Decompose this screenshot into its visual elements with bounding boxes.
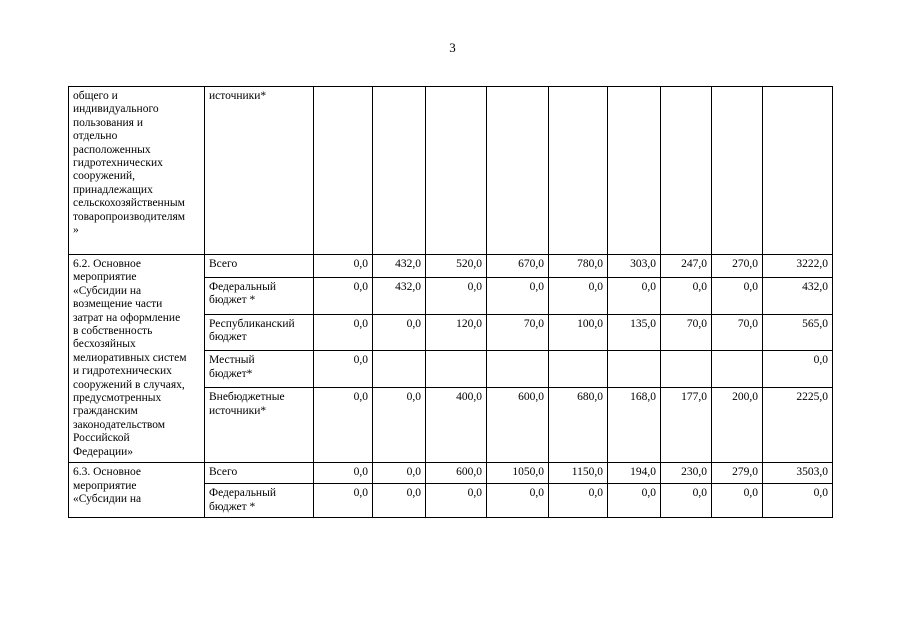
value-cell: 0,0 <box>549 484 608 518</box>
value-cell: 70,0 <box>661 314 712 351</box>
value-cell: 0,0 <box>314 314 373 351</box>
value-cell: 1150,0 <box>549 463 608 484</box>
total-cell: 3222,0 <box>763 255 833 278</box>
value-cell: 0,0 <box>608 277 661 314</box>
total-cell: 3503,0 <box>763 463 833 484</box>
value-cell: 0,0 <box>426 484 487 518</box>
total-cell <box>763 87 833 255</box>
value-cell: 0,0 <box>314 255 373 278</box>
value-cell <box>487 351 549 388</box>
table-row <box>69 463 833 484</box>
value-cell: 0,0 <box>314 277 373 314</box>
value-cell <box>373 351 426 388</box>
value-cell <box>608 87 661 255</box>
value-cell <box>661 87 712 255</box>
value-cell: 400,0 <box>426 388 487 463</box>
funding-source-cell: Федеральный бюджет * <box>205 484 314 518</box>
value-cell: 70,0 <box>487 314 549 351</box>
activity-name-cell: 6.3. Основное мероприятие «Субсидии на <box>69 463 205 518</box>
funding-source-cell: Внебюджетные источники* <box>205 388 314 463</box>
value-cell: 120,0 <box>426 314 487 351</box>
value-cell: 600,0 <box>426 463 487 484</box>
value-cell: 177,0 <box>661 388 712 463</box>
value-cell <box>426 351 487 388</box>
value-cell: 100,0 <box>549 314 608 351</box>
value-cell: 0,0 <box>661 484 712 518</box>
table-row <box>69 87 833 255</box>
total-cell: 565,0 <box>763 314 833 351</box>
value-cell: 0,0 <box>314 388 373 463</box>
value-cell <box>426 87 487 255</box>
value-cell: 0,0 <box>712 484 763 518</box>
funding-source-cell: источники* <box>205 87 314 255</box>
activity-name-cell: 6.2. Основное мероприятие «Субсидии на возмещение части затрат на оформление в собственность бесхозяйных мелиоративных систем и гидротехнических сооружений в случаях, предусмотренных гражданским законодательством Российской Федерации» <box>69 255 205 463</box>
value-cell: 0,0 <box>426 277 487 314</box>
total-cell: 2225,0 <box>763 388 833 463</box>
value-cell: 0,0 <box>487 277 549 314</box>
value-cell: 70,0 <box>712 314 763 351</box>
value-cell: 780,0 <box>549 255 608 278</box>
value-cell: 0,0 <box>373 388 426 463</box>
value-cell: 680,0 <box>549 388 608 463</box>
value-cell: 0,0 <box>549 277 608 314</box>
value-cell: 520,0 <box>426 255 487 278</box>
value-cell: 0,0 <box>661 277 712 314</box>
value-cell: 247,0 <box>661 255 712 278</box>
value-cell: 0,0 <box>487 484 549 518</box>
value-cell: 600,0 <box>487 388 549 463</box>
table-row <box>69 255 833 278</box>
value-cell: 168,0 <box>608 388 661 463</box>
value-cell: 135,0 <box>608 314 661 351</box>
value-cell: 432,0 <box>373 277 426 314</box>
value-cell: 270,0 <box>712 255 763 278</box>
page-number: 3 <box>449 40 456 55</box>
budget-table <box>68 86 833 518</box>
value-cell <box>549 87 608 255</box>
value-cell: 0,0 <box>712 277 763 314</box>
value-cell: 432,0 <box>373 255 426 278</box>
value-cell: 670,0 <box>487 255 549 278</box>
value-cell: 200,0 <box>712 388 763 463</box>
funding-source-cell: Республиканский бюджет <box>205 314 314 351</box>
value-cell <box>608 351 661 388</box>
value-cell: 1050,0 <box>487 463 549 484</box>
value-cell: 303,0 <box>608 255 661 278</box>
value-cell: 230,0 <box>661 463 712 484</box>
value-cell: 0,0 <box>314 463 373 484</box>
value-cell <box>661 351 712 388</box>
funding-source-cell: Всего <box>205 255 314 278</box>
total-cell: 0,0 <box>763 484 833 518</box>
total-cell: 0,0 <box>763 351 833 388</box>
value-cell: 0,0 <box>373 463 426 484</box>
value-cell: 0,0 <box>373 484 426 518</box>
value-cell: 279,0 <box>712 463 763 484</box>
funding-source-cell: Федеральный бюджет * <box>205 277 314 314</box>
value-cell: 0,0 <box>314 351 373 388</box>
value-cell <box>549 351 608 388</box>
funding-source-cell: Всего <box>205 463 314 484</box>
value-cell: 0,0 <box>314 484 373 518</box>
value-cell: 0,0 <box>608 484 661 518</box>
value-cell: 194,0 <box>608 463 661 484</box>
activity-name-cell: общего и индивидуального пользования и отдельно расположенных гидротехнических сооружений, принадлежащих сельскохозяйственным товаропроизводителям » <box>69 87 205 255</box>
value-cell <box>314 87 373 255</box>
value-cell <box>712 351 763 388</box>
value-cell: 0,0 <box>373 314 426 351</box>
value-cell <box>373 87 426 255</box>
value-cell <box>487 87 549 255</box>
funding-source-cell: Местный бюджет* <box>205 351 314 388</box>
value-cell <box>712 87 763 255</box>
total-cell: 432,0 <box>763 277 833 314</box>
